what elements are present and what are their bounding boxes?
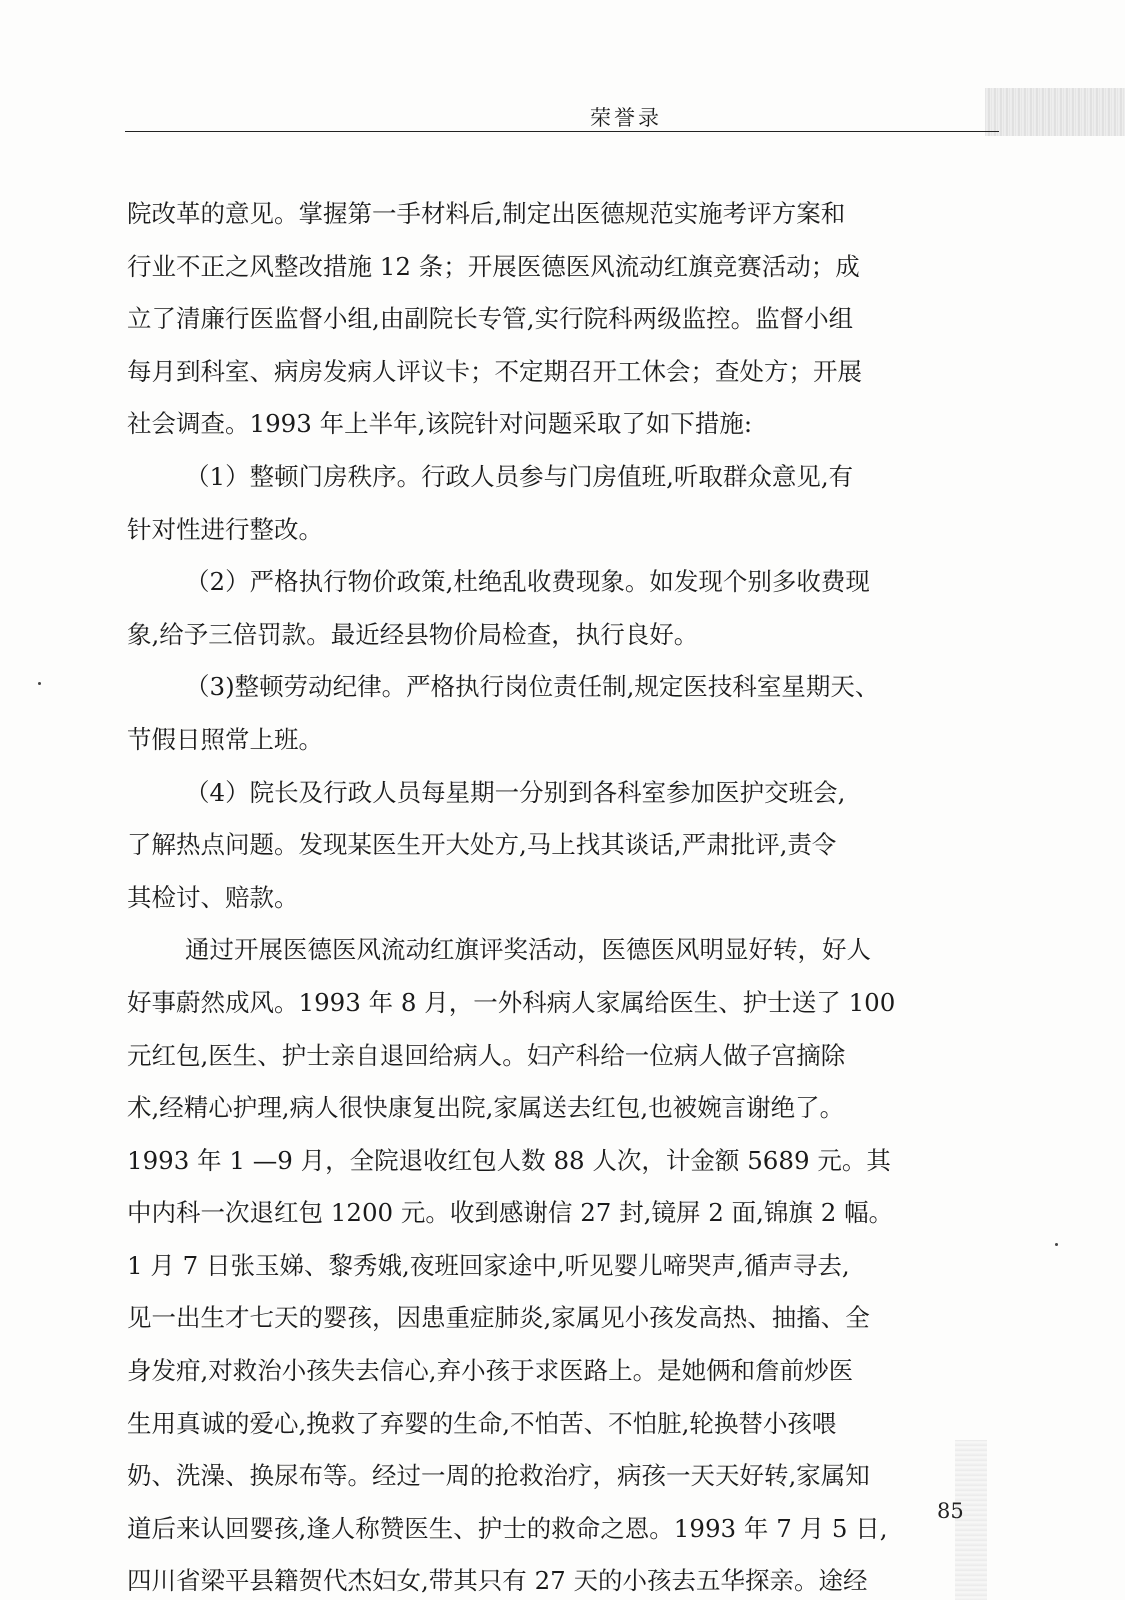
- text-line: 了解热点问题。发现某医生开大处方,马上找其谈话,严肃批评,责令: [127, 830, 837, 860]
- text-line: 生用真诚的爱心,挽救了弃婴的生命,不怕苦、不怕脏,轮换替小孩喂: [127, 1408, 837, 1438]
- text-line: 1993 年 1 —9 月，全院退收红包人数 88 人次，计金额 5689 元。其: [127, 1145, 891, 1175]
- text-line: 行业不正之风整改措施 12 条；开展医德医风流动红旗竞赛活动；成: [127, 251, 860, 281]
- text-line: （2）严格执行物价政策,杜绝乱收费现象。如发现个别多收费现: [185, 567, 870, 597]
- text-line: 节假日照常上班。: [127, 724, 323, 754]
- scan-speck: [1055, 1243, 1058, 1246]
- text-line: 通过开展医德医风流动红旗评奖活动，医德医风明显好转，好人: [185, 935, 871, 965]
- text-line: 每月到科室、病房发病人评议卡；不定期召开工休会；查处方；开展: [127, 356, 862, 386]
- body-text: [127, 188, 977, 1608]
- text-line: 针对性进行整改。: [127, 514, 323, 544]
- text-line: 奶、洗澡、换尿布等。经过一周的抢救治疗，病孩一天天好转,家属知: [127, 1461, 870, 1491]
- text-line: 好事蔚然成风。1993 年 8 月，一外科病人家属给医生、护士送了 100: [127, 987, 896, 1017]
- page-number: 85: [937, 1499, 964, 1523]
- text-line: （4）院长及行政人员每星期一分别到各科室参加医护交班会,: [185, 777, 846, 807]
- text-line: 道后来认回婴孩,逢人称赞医生、护士的救命之恩。1993 年 7 月 5 日,: [127, 1513, 888, 1543]
- text-line: 术,经精心护理,病人很快康复出院,家属送去红包,也被婉言谢绝了。: [127, 1093, 845, 1123]
- header-title: 荣誉录: [590, 106, 662, 130]
- header-rule: [125, 131, 999, 132]
- text-line: 院改革的意见。掌握第一手材料后,制定出医德规范实施考评方案和: [127, 199, 846, 228]
- text-line: （3)整顿劳动纪律。严格执行岗位责任制,规定医技科室星期天、: [185, 672, 880, 702]
- scan-speck: [38, 682, 41, 685]
- text-line: 社会调查。1993 年上半年,该院针对问题采取了如下措施:: [127, 409, 753, 439]
- text-line: 其检讨、赔款。: [127, 882, 299, 912]
- text-line: （1）整顿门房秩序。行政人员参与门房值班,听取群众意见,有: [185, 461, 854, 491]
- text-line: 象,给予三倍罚款。最近经县物价局检查，执行良好。: [127, 619, 699, 649]
- text-line: 身发疳,对救治小孩失去信心,弃小孩于求医路上。是她俩和詹前炒医: [127, 1356, 854, 1386]
- scan-edge-shading: [985, 88, 1125, 136]
- text-line: 1 月 7 日张玉娣、黎秀娥,夜班回家途中,听见婴儿啼哭声,循声寻去,: [127, 1250, 850, 1280]
- text-line: 立了清廉行医监督小组,由副院长专管,实行院科两级监控。监督小组: [127, 304, 854, 334]
- text-line: 见一出生才七天的婴孩，因患重症肺炎,家属见小孩发高热、抽搐、全: [127, 1303, 870, 1333]
- text-line: 元红包,医生、护士亲自退回给病人。妇产科给一位病人做子宫摘除: [127, 1040, 846, 1070]
- text-line: 四川省梁平县籍贺代杰妇女,带其只有 27 天的小孩去五华探亲。途经: [127, 1566, 868, 1596]
- text-line: 中内科一次退红包 1200 元。收到感谢信 27 封,镜屏 2 面,锦旗 2 幅。: [127, 1198, 894, 1228]
- running-header: [125, 100, 999, 134]
